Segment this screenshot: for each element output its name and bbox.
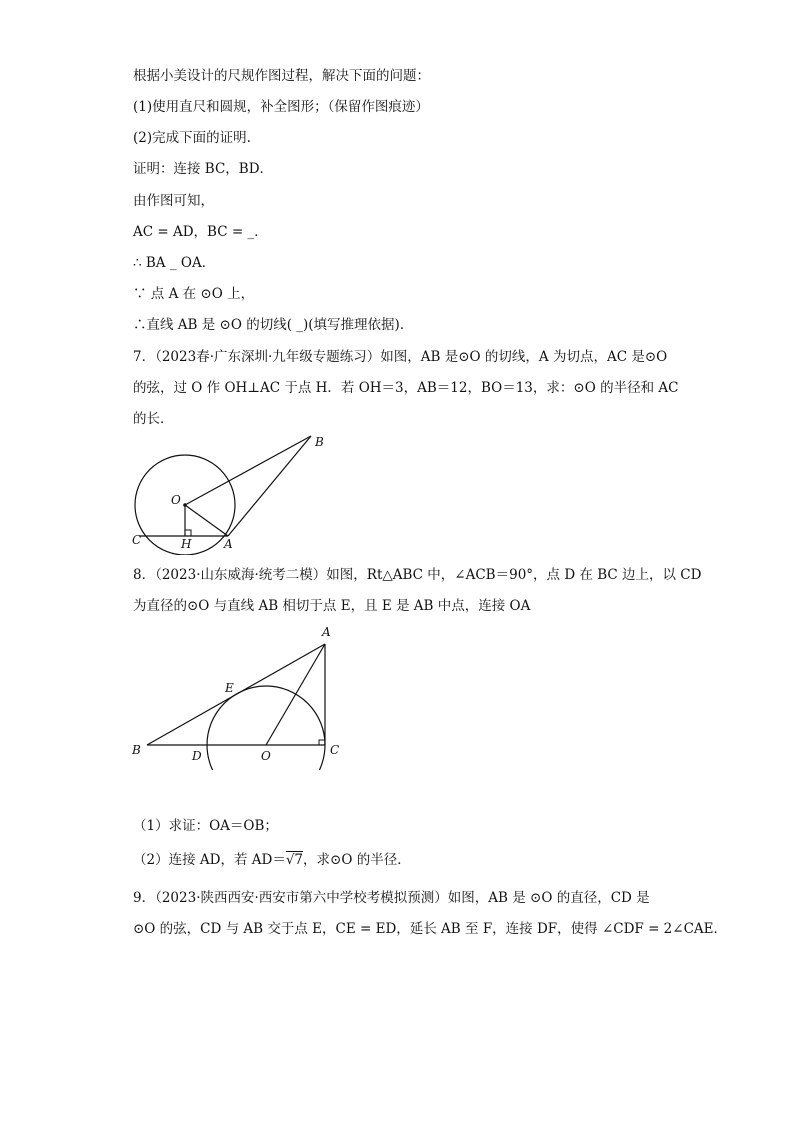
label-a: A bbox=[224, 537, 233, 551]
proof-line-1: 证明：连接 BC，BD． bbox=[133, 161, 274, 177]
problem-7-line-2: 的弦，过 O 作 OH⊥AC 于点 H．若 OH＝3，AB＝12，BO＝13，求：⊙O 的半径和 AC bbox=[133, 380, 679, 396]
problem-9-line-1: 9．（2023·陕西西安·西安市第六中学校考模拟预测）如图，AB 是 ⊙O 的直径，CD 是 bbox=[133, 890, 650, 906]
figure-8 bbox=[125, 620, 355, 770]
label-b: B bbox=[132, 743, 141, 757]
label-c: C bbox=[132, 533, 142, 547]
label-o: O bbox=[261, 749, 271, 763]
question-1: （1）求证：OA＝OB； bbox=[133, 818, 278, 834]
label-o: O bbox=[171, 493, 181, 507]
problem-7-line-3: 的长． bbox=[133, 411, 174, 427]
proof-line-6: ∴直线 AB 是 ⊙O 的切线( _)(填写推理依据)． bbox=[133, 317, 414, 333]
label-a: A bbox=[322, 625, 331, 639]
sqrt-value: √7 bbox=[285, 852, 304, 868]
label-b: B bbox=[315, 435, 324, 449]
label-e: E bbox=[225, 681, 234, 695]
figure-7 bbox=[125, 430, 345, 555]
proof-line-5: ∵ 点 A 在 ⊙O 上， bbox=[133, 286, 255, 302]
proof-line-3: AC = AD，BC = _． bbox=[133, 224, 268, 240]
problem-8-line-1: 8．（2023·山东威海·统考二模）如图，Rt△ABC 中，∠ACB＝90°，点 D 在 BC 边上，以 CD bbox=[133, 567, 702, 583]
problem-9-line-2: ⊙O 的弦，CD 与 AB 交于点 E，CE = ED，延长 AB 至 F，连接 DF，使得 ∠CDF = 2∠CAE． bbox=[133, 921, 728, 937]
label-h: H bbox=[181, 537, 192, 551]
label-d: D bbox=[192, 749, 202, 763]
text-line-1: 根据小美设计的尺规作图过程，解决下面的问题： bbox=[133, 68, 430, 84]
label-c: C bbox=[330, 743, 340, 757]
question-2-text-a: （2）连接 AD，若 AD＝ bbox=[133, 852, 286, 868]
question-2-text-b: ，求⊙O 的半径． bbox=[303, 852, 411, 868]
proof-line-4: ∴ BA _ OA． bbox=[133, 255, 216, 271]
text-line-2: (1)使用直尺和圆规，补全图形；（保留作图痕迹） bbox=[133, 99, 429, 115]
problem-7-line-1: 7．（2023春·广东深圳·九年级专题练习）如图，AB 是⊙O 的切线，A 为切点，AC 是⊙O bbox=[133, 349, 668, 365]
proof-line-2: 由作图可知， bbox=[133, 193, 214, 209]
question-2 bbox=[133, 851, 411, 869]
text-line-3: (2)完成下面的证明. bbox=[133, 130, 251, 146]
problem-8-line-2: 为直径的⊙O 与直线 AB 相切于点 E，且 E 是 AB 中点，连接 OA bbox=[133, 598, 531, 614]
